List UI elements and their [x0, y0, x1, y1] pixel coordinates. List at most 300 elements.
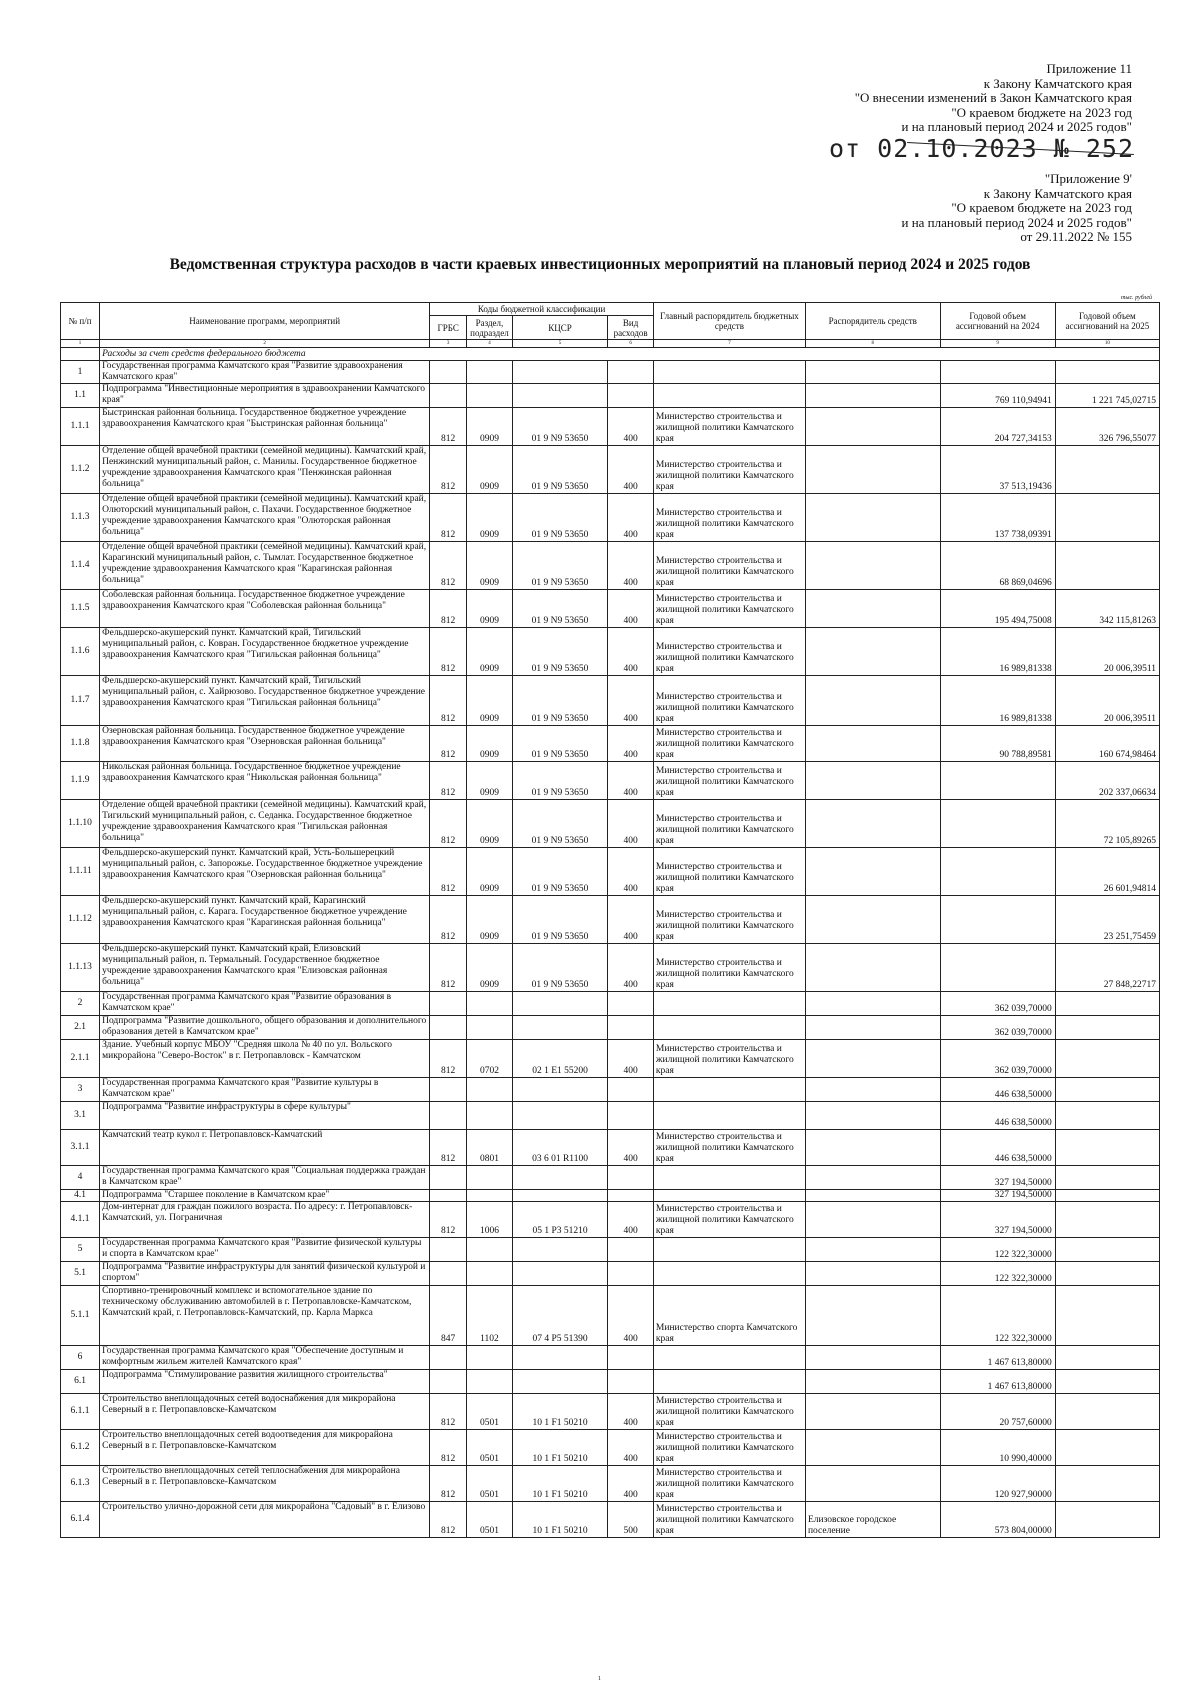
row-grbs-code: 812 — [430, 1394, 467, 1430]
row-amount-2024: 90 788,89581 — [940, 726, 1055, 762]
row-grbs-code: 812 — [430, 944, 467, 992]
row-number: 1.1.2 — [61, 446, 100, 494]
table-row — [61, 1130, 1160, 1166]
row-main-manager — [653, 992, 805, 1016]
row-expense-type: 400 — [608, 628, 654, 676]
header-line: "Приложение 9' — [1044, 171, 1132, 186]
row-expense-type: 400 — [608, 408, 654, 446]
row-expense-type — [608, 1078, 654, 1102]
row-grbs-code — [430, 1078, 467, 1102]
row-manager — [805, 1262, 940, 1286]
row-name: Соболевская районная больница. Государственное бюджетное учреждение здравоохранения Камчатского края "Соболевская районная больница" — [100, 590, 430, 628]
row-manager — [805, 896, 940, 944]
row-number: 2.1 — [61, 1016, 100, 1040]
row-amount-2025 — [1055, 992, 1159, 1016]
row-amount-2025: 202 337,06634 — [1055, 762, 1159, 800]
col-header-num: № п/п — [61, 303, 100, 340]
table-row — [61, 1466, 1160, 1502]
row-grbs-code: 812 — [430, 590, 467, 628]
row-kcsr-code — [512, 1238, 608, 1262]
row-kcsr-code — [512, 1016, 608, 1040]
row-number: 1.1.11 — [61, 848, 100, 896]
row-amount-2024: 446 638,50000 — [940, 1102, 1055, 1130]
row-manager — [805, 1102, 940, 1130]
row-amount-2025: 1 221 745,02715 — [1055, 384, 1159, 408]
section-title: Расходы за счет средств федерального бюджета — [100, 348, 1160, 361]
row-kcsr-code: 10 1 F1 50210 — [512, 1466, 608, 1502]
row-grbs-code: 812 — [430, 676, 467, 726]
row-expense-type — [608, 1370, 654, 1394]
row-main-manager: Министерство строительства и жилищной политики Камчатского края — [653, 408, 805, 446]
row-expense-type: 400 — [608, 848, 654, 896]
row-main-manager: Министерство строительства и жилищной политики Камчатского края — [653, 800, 805, 848]
row-manager — [805, 542, 940, 590]
row-manager — [805, 1394, 940, 1430]
row-name: Фельдшерско-акушерский пункт. Камчатский край, Елизовский муниципальный район, п. Термальный. Государственное бюджетное учреждение здравоохранения Камчатского края "Елизовская районная больница" — [100, 944, 430, 992]
row-amount-2024 — [940, 944, 1055, 992]
row-number: 1 — [61, 361, 100, 384]
table-row — [61, 1016, 1160, 1040]
units-label: тыс. рублей — [1121, 295, 1152, 301]
row-grbs-code — [430, 1262, 467, 1286]
row-amount-2025 — [1055, 1078, 1159, 1102]
row-expense-type: 400 — [608, 1130, 654, 1166]
row-amount-2025 — [1055, 1502, 1159, 1538]
row-amount-2024: 122 322,30000 — [940, 1262, 1055, 1286]
row-amount-2024: 362 039,70000 — [940, 1040, 1055, 1078]
row-amount-2025 — [1055, 1286, 1159, 1346]
row-section-code: 0909 — [467, 896, 513, 944]
header-line: "О краевом бюджете на 2023 год — [951, 200, 1132, 215]
row-name: Государственная программа Камчатского края "Развитие здравоохранения Камчатского края" — [100, 361, 430, 384]
row-kcsr-code: 01 9 N9 53650 — [512, 408, 608, 446]
row-manager — [805, 1370, 940, 1394]
column-number: 9 — [940, 340, 1055, 348]
row-amount-2025: 342 115,81263 — [1055, 590, 1159, 628]
column-number: 3 — [430, 340, 467, 348]
row-expense-type — [608, 1238, 654, 1262]
column-number: 8 — [805, 340, 940, 348]
row-manager — [805, 726, 940, 762]
table-row — [61, 1394, 1160, 1430]
row-manager — [805, 1238, 940, 1262]
document-title: Ведомственная структура расходов в части краевых инвестиционных мероприятий на плановый период 2024 и 2025 годов — [169, 256, 1031, 273]
row-number: 1.1.12 — [61, 896, 100, 944]
row-main-manager — [653, 384, 805, 408]
row-section-code — [467, 1238, 513, 1262]
row-main-manager: Министерство строительства и жилищной политики Камчатского края — [653, 1040, 805, 1078]
row-manager — [805, 384, 940, 408]
row-expense-type — [608, 1166, 654, 1190]
row-expense-type: 400 — [608, 800, 654, 848]
row-grbs-code — [430, 1346, 467, 1370]
table-row — [61, 1370, 1160, 1394]
table-row — [61, 1102, 1160, 1130]
row-name: Озерновская районная больница. Государственное бюджетное учреждение здравоохранения Камчатского края "Озерновская районная больница" — [100, 726, 430, 762]
row-grbs-code: 812 — [430, 726, 467, 762]
row-section-code: 0909 — [467, 446, 513, 494]
row-grbs-code: 812 — [430, 1430, 467, 1466]
row-amount-2025 — [1055, 1166, 1159, 1190]
row-name: Дом-интернат для граждан пожилого возраста. По адресу: г. Петропавловск-Камчатский, ул. Пограничная — [100, 1202, 430, 1238]
row-main-manager — [653, 1166, 805, 1190]
column-number: 6 — [608, 340, 654, 348]
row-name: Отделение общей врачебной практики (семейной медицины). Камчатский край, Карагинский муниципальный район, с. Тымлат. Государственное бюджетное учреждение здравоохранения Камчатского края "Карагинская районная больница" — [100, 542, 430, 590]
row-grbs-code — [430, 992, 467, 1016]
row-manager — [805, 1130, 940, 1166]
table-row — [61, 1262, 1160, 1286]
col-header-codes: Коды бюджетной классификации — [430, 303, 654, 316]
row-grbs-code — [430, 1102, 467, 1130]
row-section-code: 0801 — [467, 1130, 513, 1166]
row-kcsr-code: 01 9 N9 53650 — [512, 446, 608, 494]
table-row — [61, 1166, 1160, 1190]
row-main-manager: Министерство строительства и жилищной политики Камчатского края — [653, 1502, 805, 1538]
stamp-date: 02.10.2023 — [877, 134, 1038, 163]
column-number: 2 — [100, 340, 430, 348]
row-kcsr-code — [512, 992, 608, 1016]
row-amount-2025: 72 105,89265 — [1055, 800, 1159, 848]
row-expense-type — [608, 992, 654, 1016]
row-manager — [805, 944, 940, 992]
row-kcsr-code: 01 9 N9 53650 — [512, 800, 608, 848]
row-section-code: 1006 — [467, 1202, 513, 1238]
row-amount-2024 — [940, 896, 1055, 944]
row-number: 4.1.1 — [61, 1202, 100, 1238]
row-amount-2025 — [1055, 1430, 1159, 1466]
row-amount-2024 — [940, 848, 1055, 896]
row-main-manager: Министерство строительства и жилищной политики Камчатского края — [653, 1202, 805, 1238]
row-kcsr-code: 10 1 F1 50210 — [512, 1502, 608, 1538]
table-row — [61, 408, 1160, 446]
row-kcsr-code — [512, 1190, 608, 1202]
col-header-2025: Годовой объем ассигнований на 2025 — [1055, 303, 1159, 340]
appendix-header — [855, 62, 1132, 135]
row-section-code: 0501 — [467, 1502, 513, 1538]
row-amount-2024: 10 990,40000 — [940, 1430, 1055, 1466]
row-name: Фельдшерско-акушерский пункт. Камчатский край, Усть-Большерецкий муниципальный район, с. Запорожье. Государственное бюджетное учреждение здравоохранения Камчатского края "Озерновская районная больница" — [100, 848, 430, 896]
row-section-code: 0909 — [467, 944, 513, 992]
table-row — [61, 1202, 1160, 1238]
row-section-code — [467, 1370, 513, 1394]
row-kcsr-code — [512, 1262, 608, 1286]
row-grbs-code: 812 — [430, 1502, 467, 1538]
row-section-code — [467, 1166, 513, 1190]
row-manager — [805, 992, 940, 1016]
row-amount-2025: 20 006,39511 — [1055, 676, 1159, 726]
row-number: 3 — [61, 1078, 100, 1102]
header-line: и на плановый период 2024 и 2025 годов" — [901, 214, 1132, 230]
row-number: 1.1.9 — [61, 762, 100, 800]
row-number: 2 — [61, 992, 100, 1016]
row-main-manager: Министерство строительства и жилищной политики Камчатского края — [653, 676, 805, 726]
row-section-code: 0909 — [467, 628, 513, 676]
row-manager — [805, 1166, 940, 1190]
row-name: Строительство внеплощадочных сетей теплоснабжения для микрорайона Северный в г. Петропавловске-Камчатском — [100, 1466, 430, 1502]
row-kcsr-code: 01 9 N9 53650 — [512, 944, 608, 992]
row-amount-2025 — [1055, 1040, 1159, 1078]
row-grbs-code: 812 — [430, 1040, 467, 1078]
row-manager — [805, 1202, 940, 1238]
previous-appendix-header — [901, 172, 1132, 245]
row-expense-type — [608, 361, 654, 384]
row-expense-type: 400 — [608, 542, 654, 590]
stamp-prefix: от — [828, 134, 862, 163]
row-number: 6.1.4 — [61, 1502, 100, 1538]
row-main-manager: Министерство строительства и жилищной политики Камчатского края — [653, 726, 805, 762]
row-manager — [805, 494, 940, 542]
row-amount-2024: 327 194,50000 — [940, 1166, 1055, 1190]
row-grbs-code — [430, 1190, 467, 1202]
row-expense-type: 400 — [608, 726, 654, 762]
row-expense-type — [608, 384, 654, 408]
row-grbs-code — [430, 1370, 467, 1394]
row-number: 6 — [61, 1346, 100, 1370]
table-row — [61, 800, 1160, 848]
row-section-code: 0909 — [467, 408, 513, 446]
row-kcsr-code: 01 9 N9 53650 — [512, 848, 608, 896]
row-section-code: 0909 — [467, 542, 513, 590]
row-main-manager: Министерство строительства и жилищной политики Камчатского края — [653, 944, 805, 992]
row-amount-2024: 16 989,81338 — [940, 676, 1055, 726]
row-expense-type: 400 — [608, 1202, 654, 1238]
row-kcsr-code — [512, 361, 608, 384]
col-header-grbs: ГРБС — [430, 316, 467, 340]
row-manager — [805, 361, 940, 384]
row-main-manager: Министерство строительства и жилищной политики Камчатского края — [653, 762, 805, 800]
row-number: 3.1.1 — [61, 1130, 100, 1166]
row-kcsr-code: 05 1 P3 51210 — [512, 1202, 608, 1238]
col-header-name: Наименование программ, мероприятий — [100, 303, 430, 340]
section-row — [61, 348, 1160, 361]
table-row — [61, 361, 1160, 384]
row-kcsr-code — [512, 1102, 608, 1130]
row-main-manager: Министерство строительства и жилищной политики Камчатского края — [653, 590, 805, 628]
row-section-code: 0909 — [467, 800, 513, 848]
row-amount-2024: 16 989,81338 — [940, 628, 1055, 676]
row-main-manager — [653, 1078, 805, 1102]
row-number: 6.1.2 — [61, 1430, 100, 1466]
header-line: к Закону Камчатского края — [983, 185, 1132, 201]
row-number: 6.1 — [61, 1370, 100, 1394]
row-name: Подпрограмма "Развитие инфраструктуры в сфере культуры" — [100, 1102, 430, 1130]
row-kcsr-code — [512, 384, 608, 408]
row-number: 6.1.3 — [61, 1466, 100, 1502]
row-grbs-code — [430, 361, 467, 384]
row-amount-2024: 68 869,04696 — [940, 542, 1055, 590]
row-number: 1.1.3 — [61, 494, 100, 542]
row-amount-2024: 446 638,50000 — [940, 1130, 1055, 1166]
table-row — [61, 542, 1160, 590]
col-header-manager: Распорядитель средств — [805, 303, 940, 340]
row-kcsr-code: 01 9 N9 53650 — [512, 676, 608, 726]
row-expense-type: 400 — [608, 1466, 654, 1502]
table-row — [61, 1078, 1160, 1102]
row-amount-2024: 20 757,60000 — [940, 1394, 1055, 1430]
row-name: Быстринская районная больница. Государственное бюджетное учреждение здравоохранения Камчатского края "Быстринская районная больница" — [100, 408, 430, 446]
row-kcsr-code: 01 9 N9 53650 — [512, 762, 608, 800]
row-number: 5.1.1 — [61, 1286, 100, 1346]
row-name: Подпрограмма "Развитие дошкольного, общего образования и дополнительного образования детей в Камчатском крае" — [100, 1016, 430, 1040]
row-amount-2024: 137 738,09391 — [940, 494, 1055, 542]
row-number: 3.1 — [61, 1102, 100, 1130]
row-kcsr-code: 03 6 01 R1100 — [512, 1130, 608, 1166]
row-section-code — [467, 992, 513, 1016]
row-number: 1.1.1 — [61, 408, 100, 446]
row-amount-2025 — [1055, 1394, 1159, 1430]
row-amount-2024: 362 039,70000 — [940, 992, 1055, 1016]
table-row — [61, 1040, 1160, 1078]
col-header-kcsr: КЦСР — [512, 316, 608, 340]
row-grbs-code: 812 — [430, 800, 467, 848]
row-kcsr-code: 01 9 N9 53650 — [512, 542, 608, 590]
row-name: Государственная программа Камчатского края "Развитие физической культуры и спорта в Камчатском крае" — [100, 1238, 430, 1262]
row-section-code — [467, 1346, 513, 1370]
row-kcsr-code: 01 9 N9 53650 — [512, 590, 608, 628]
row-grbs-code: 812 — [430, 494, 467, 542]
row-main-manager: Министерство спорта Камчатского края — [653, 1286, 805, 1346]
expenditure-table — [60, 302, 1160, 1538]
row-amount-2024 — [940, 361, 1055, 384]
row-amount-2025 — [1055, 1130, 1159, 1166]
header-line: и на плановый период 2024 и 2025 годов" — [901, 119, 1132, 134]
row-manager — [805, 1346, 940, 1370]
row-main-manager: Министерство строительства и жилищной политики Камчатского края — [653, 494, 805, 542]
row-amount-2025: 23 251,75459 — [1055, 896, 1159, 944]
table-row — [61, 590, 1160, 628]
row-amount-2025 — [1055, 1016, 1159, 1040]
row-section-code: 0909 — [467, 494, 513, 542]
row-manager — [805, 1078, 940, 1102]
row-grbs-code: 812 — [430, 762, 467, 800]
row-manager — [805, 446, 940, 494]
row-name: Государственная программа Камчатского края "Обеспечение доступным и комфортным жильем жителей Камчатского края" — [100, 1346, 430, 1370]
row-expense-type: 500 — [608, 1502, 654, 1538]
row-name: Фельдшерско-акушерский пункт. Камчатский край, Карагинский муниципальный район, с. Карага. Государственное бюджетное учреждение здравоохранения Камчатского края "Карагинская районная больница" — [100, 896, 430, 944]
table-row — [61, 992, 1160, 1016]
row-number: 4 — [61, 1166, 100, 1190]
row-grbs-code: 812 — [430, 408, 467, 446]
row-kcsr-code — [512, 1370, 608, 1394]
row-main-manager: Министерство строительства и жилищной политики Камчатского края — [653, 446, 805, 494]
row-number: 4.1 — [61, 1190, 100, 1202]
row-amount-2024: 122 322,30000 — [940, 1238, 1055, 1262]
row-main-manager — [653, 1238, 805, 1262]
row-number: 1.1.5 — [61, 590, 100, 628]
table-row — [61, 494, 1160, 542]
col-header-main-manager: Главный распорядитель бюджетных средств — [653, 303, 805, 340]
stamp-number: № 252 — [1053, 134, 1134, 163]
table-row — [61, 1502, 1160, 1538]
row-name: Здание. Учебный корпус МБОУ "Средняя школа № 40 по ул. Вольского микрорайона "Северо-Восток" в г. Петропавловск - Камчатском — [100, 1040, 430, 1078]
row-section-code — [467, 1102, 513, 1130]
column-number: 1 — [61, 340, 100, 348]
row-expense-type — [608, 1016, 654, 1040]
row-grbs-code: 847 — [430, 1286, 467, 1346]
row-section-code: 0702 — [467, 1040, 513, 1078]
row-amount-2024: 769 110,94941 — [940, 384, 1055, 408]
row-section-code — [467, 361, 513, 384]
row-main-manager — [653, 1102, 805, 1130]
column-number: 5 — [512, 340, 608, 348]
row-name: Подпрограмма "Старшее поколение в Камчатском крае" — [100, 1190, 430, 1202]
row-number: 1.1.6 — [61, 628, 100, 676]
col-header-vid: Вид расходов — [608, 316, 654, 340]
table-row — [61, 384, 1160, 408]
col-header-2024: Годовой объем ассигнований на 2024 — [940, 303, 1055, 340]
row-name: Никольская районная больница. Государственное бюджетное учреждение здравоохранения Камчатского края "Никольская районная больница" — [100, 762, 430, 800]
row-name: Государственная программа Камчатского края "Социальная поддержка граждан в Камчатском крае" — [100, 1166, 430, 1190]
row-name: Подпрограмма "Развитие инфраструктуры для занятий физической культурой и спортом" — [100, 1262, 430, 1286]
row-section-code — [467, 1190, 513, 1202]
row-amount-2025: 20 006,39511 — [1055, 628, 1159, 676]
row-name: Подпрограмма "Инвестиционные мероприятия в здравоохранении Камчатского края" — [100, 384, 430, 408]
row-section-code: 0909 — [467, 762, 513, 800]
table-row — [61, 446, 1160, 494]
row-number: 1.1 — [61, 384, 100, 408]
row-kcsr-code: 10 1 F1 50210 — [512, 1394, 608, 1430]
row-number: 1.1.13 — [61, 944, 100, 992]
row-name: Подпрограмма "Стимулирование развития жилищного строительства" — [100, 1370, 430, 1394]
row-main-manager — [653, 1016, 805, 1040]
row-manager — [805, 590, 940, 628]
row-name: Государственная программа Камчатского края "Развитие образования в Камчатском крае" — [100, 992, 430, 1016]
header-line: "О внесении изменений в Закон Камчатского края — [854, 90, 1132, 105]
table-row — [61, 1430, 1160, 1466]
header-line: от 29.11.2022 № 155 — [1020, 229, 1132, 244]
row-main-manager: Министерство строительства и жилищной политики Камчатского края — [653, 628, 805, 676]
row-manager — [805, 1430, 940, 1466]
row-kcsr-code: 10 1 F1 50210 — [512, 1430, 608, 1466]
row-section-code: 0501 — [467, 1394, 513, 1430]
row-main-manager: Министерство строительства и жилищной политики Камчатского края — [653, 1394, 805, 1430]
row-number: 6.1.1 — [61, 1394, 100, 1430]
row-manager — [805, 800, 940, 848]
row-section-code — [467, 1262, 513, 1286]
row-amount-2025 — [1055, 1466, 1159, 1502]
row-manager — [805, 676, 940, 726]
row-expense-type — [608, 1102, 654, 1130]
row-section-code: 0501 — [467, 1466, 513, 1502]
table-row — [61, 628, 1160, 676]
table-row — [61, 676, 1160, 726]
row-kcsr-code: 01 9 N9 53650 — [512, 494, 608, 542]
row-amount-2024: 122 322,30000 — [940, 1286, 1055, 1346]
row-amount-2025 — [1055, 494, 1159, 542]
row-amount-2024: 120 927,90000 — [940, 1466, 1055, 1502]
row-main-manager: Министерство строительства и жилищной политики Камчатского края — [653, 1430, 805, 1466]
row-expense-type: 400 — [608, 1430, 654, 1466]
row-grbs-code: 812 — [430, 1130, 467, 1166]
row-amount-2025 — [1055, 1238, 1159, 1262]
row-kcsr-code: 01 9 N9 53650 — [512, 628, 608, 676]
row-expense-type: 400 — [608, 446, 654, 494]
row-section-code: 0909 — [467, 726, 513, 762]
row-expense-type: 400 — [608, 676, 654, 726]
row-main-manager: Министерство строительства и жилищной политики Камчатского края — [653, 1466, 805, 1502]
table-row — [61, 726, 1160, 762]
row-section-code — [467, 384, 513, 408]
row-name: Камчатский театр кукол г. Петропавловск-Камчатский — [100, 1130, 430, 1166]
column-number: 4 — [467, 340, 513, 348]
row-manager — [805, 1190, 940, 1202]
row-main-manager: Министерство строительства и жилищной политики Камчатского края — [653, 848, 805, 896]
row-amount-2025 — [1055, 542, 1159, 590]
row-kcsr-code — [512, 1166, 608, 1190]
row-manager — [805, 1466, 940, 1502]
row-grbs-code — [430, 1166, 467, 1190]
row-amount-2024: 37 513,19436 — [940, 446, 1055, 494]
